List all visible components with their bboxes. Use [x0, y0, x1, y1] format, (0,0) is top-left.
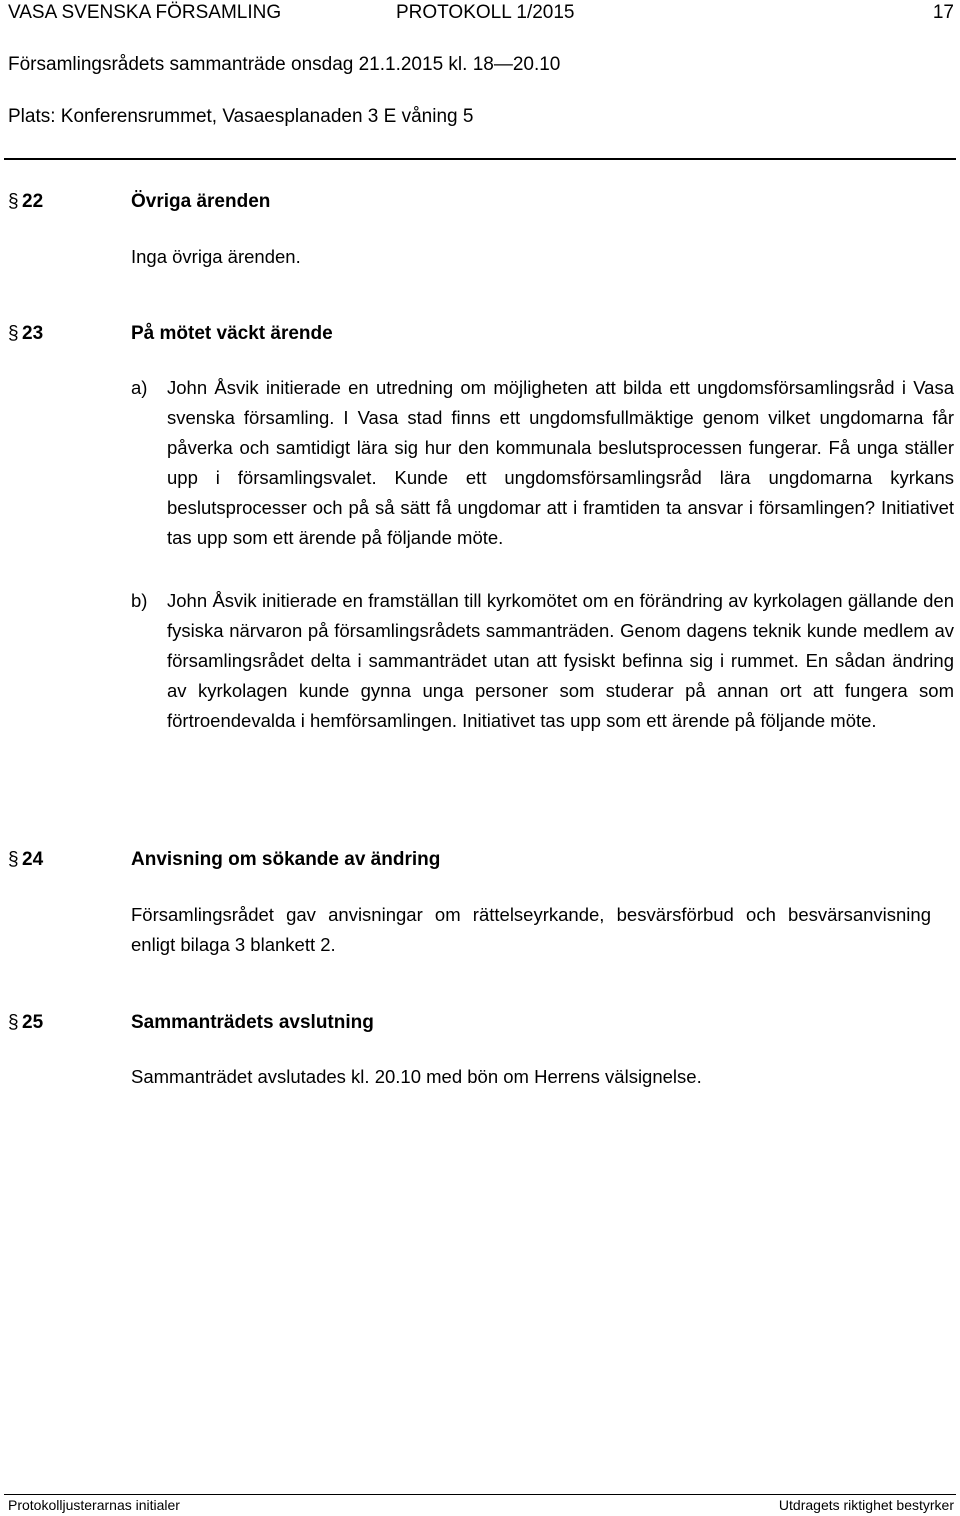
section-symbol: § — [8, 1012, 19, 1033]
item-text: John Åsvik initierade en utredning om möjligheten att bilda ett ungdomsförsamlingsråd i Vasa svenska församling. I Vasa stad finns ett ungdomsfullmäktige genom vilket ungdomarna får påverka och samtidigt lära sig hur den kommunala beslutsprocessen fungerar. Få unga ställer upp i församlingsvalet. Kunde ett ungdomsförsamlingsråd lära ungdomarna kyrkans beslutsprocesser och på så sätt få ungdomar att i framtiden ta ansvar i församlingen? Initiativet tas upp som ett ärende på följande möte. — [167, 377, 954, 548]
footer-certification-label: Utdragets riktighet bestyrker — [778, 1497, 954, 1513]
section-22-body: Inga övriga ärenden. — [131, 246, 301, 267]
header-page-number: 17 — [932, 2, 954, 23]
section-number: 22 — [22, 191, 44, 212]
section-symbol: § — [8, 849, 19, 870]
header-protocol-number: PROTOKOLL 1/2015 — [396, 2, 575, 23]
section-number: 25 — [22, 1012, 44, 1033]
header-meeting: Församlingsrådets sammanträde onsdag 21.1.2015 kl. 18—20.10 — [8, 54, 561, 75]
header-divider — [4, 158, 956, 160]
section-24-body: Församlingsrådet gav anvisningar om rättelseyrkande, besvärsförbud och besvärsanvisning enligt bilaga 3 blankett 2. — [131, 904, 931, 955]
item-text: John Åsvik initierade en framställan till kyrkomötet om en förändring av kyrkolagen gällande den fysiska närvaron på församlingsrådets sammanträden. Genom dagens teknik kunde medlem av församlingsrådet delta i sammanträdet utan att fysiskt befinna sig i rummet. En sådan ändring av kyrkolagen kunde gynna unga personer som studerar på annan ort att fungera som förtroendevalda i hemförsamlingen. Initiativet tas upp som ett ärende på följande möte. — [167, 590, 954, 731]
header-organization: VASA SVENSKA FÖRSAMLING — [8, 2, 282, 23]
item-label: a) — [131, 377, 148, 398]
footer-divider — [4, 1494, 956, 1495]
section-symbol: § — [8, 191, 19, 212]
section-symbol: § — [8, 323, 19, 344]
section-title: Sammanträdets avslutning — [131, 1012, 374, 1033]
footer-initials-label: Protokolljusterarnas initialer — [8, 1497, 180, 1513]
section-title: På mötet väckt ärende — [131, 323, 333, 344]
header-place: Plats: Konferensrummet, Vasaesplanaden 3 E våning 5 — [8, 106, 474, 127]
section-number: 23 — [22, 323, 44, 344]
section-title: Övriga ärenden — [131, 191, 271, 212]
section-title: Anvisning om sökande av ändring — [131, 849, 441, 870]
section-25-body: Sammanträdet avslutades kl. 20.10 med bön om Herrens välsignelse. — [131, 1066, 702, 1087]
item-label: b) — [131, 590, 148, 611]
section-number: 24 — [22, 849, 44, 870]
